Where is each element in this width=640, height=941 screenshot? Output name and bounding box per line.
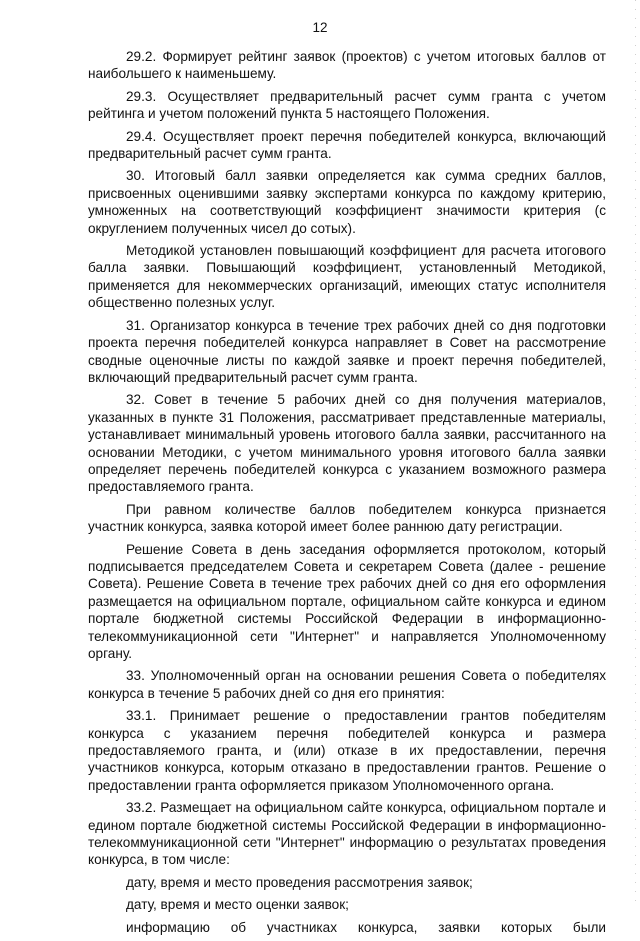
- paragraph-31: 31. Организатор конкурса в течение трех рабочих дней со дня подготовки проекта перечня победителей конкурса направляет в Совет на рассмотрение сводные оценочные листы по каждой заявке и проект перечня победителей, включающий предварительный расчет сумм гранта.: [88, 317, 606, 385]
- paragraph-29-3: 29.3. Осуществляет предварительный расчет сумм гранта с учетом рейтинга и учетом положений пункта 5 настоящего Положения.: [88, 88, 606, 122]
- list-item-review-date: дату, время и место проведения рассмотрения заявок;: [126, 874, 473, 890]
- paragraph-33-1: 33.1. Принимает решение о предоставлении грантов победителям конкурса с указанием перечня победителей конкурса и размера предоставляемого гранта, и (или) отказе в их предоставлении, перечня участников конкурса, которым отказано в предоставлении грантов. Решение о предоставлении гранта оформляется приказом Уполномоченного органа.: [88, 708, 606, 793]
- list-item-participants: информацию об участниках конкурса, заявки которых были: [126, 919, 606, 935]
- paragraph-33-2: 33.2. Размещает на официальном сайте конкурса, официальном портале и едином портале бюджетной системы Российской Федерации в информационно-телекоммуникационной сети "Интернет" информацию о результатах проведения конкурса, в том числе:: [88, 800, 606, 868]
- paragraph-33: 33. Уполномоченный орган на основании решения Совета о победителях конкурса в течение 5 рабочих дней со дня его принятия:: [88, 668, 606, 701]
- paragraph-methodology: Методикой установлен повышающий коэффициент для расчета итогового балла заявки. Повышающий коэффициент, установленный Методикой, применяется для некоммерческих организаций, имеющих статус исполнителя общественно полезных услуг.: [88, 243, 606, 311]
- document-body: [88, 48, 606, 941]
- list-item-evaluation-date: дату, время и место оценки заявок;: [126, 897, 349, 913]
- paragraph-29-2: 29.2. Формирует рейтинг заявок (проектов) с учетом итоговых баллов от наибольшего к наименьшему.: [88, 49, 606, 82]
- paragraph-32: 32. Совет в течение 5 рабочих дней со дня получения материалов, указанных в пункте 31 Положения, рассматривает представленные материалы, устанавливает минимальный уровень итогового балла заявки, рассчитанного на основании Методики, с учетом минимального уровня итогового балла заявки определяет перечень победителей конкурса с указанием возможного размера предоставляемого гранта.: [88, 392, 606, 495]
- page-number: 12: [312, 20, 328, 35]
- paragraph-council-decision: Решение Совета в день заседания оформляется протоколом, который подписывается председателем Совета и секретарем Совета (далее - решение Совета). Решение Совета в течение трех рабочих дней со дня его оформления размещается на официальном портале, официальном сайте конкурса и едином портале бюджетной системы Российской Федерации в информационно-телекоммуникационной сети "Интернет" и направляется Уполномоченному органу.: [88, 541, 606, 661]
- paragraph-30: 30. Итоговый балл заявки определяется как сумма средних баллов, присвоенных оценившими заявку экспертами конкурса по каждому критерию, умноженных на соответствующий коэффициент значимости критерия (с округлением полученных чисел до сотых).: [88, 168, 606, 236]
- paragraph-29-4: 29.4. Осуществляет проект перечня победителей конкурса, включающий предварительный расчет сумм гранта.: [88, 128, 606, 162]
- scan-edge-marks: [635, 0, 636, 905]
- paragraph-equal-score: При равном количестве баллов победителем конкурса признается участник конкурса, заявка которой имеет более раннюю дату регистрации.: [88, 501, 606, 535]
